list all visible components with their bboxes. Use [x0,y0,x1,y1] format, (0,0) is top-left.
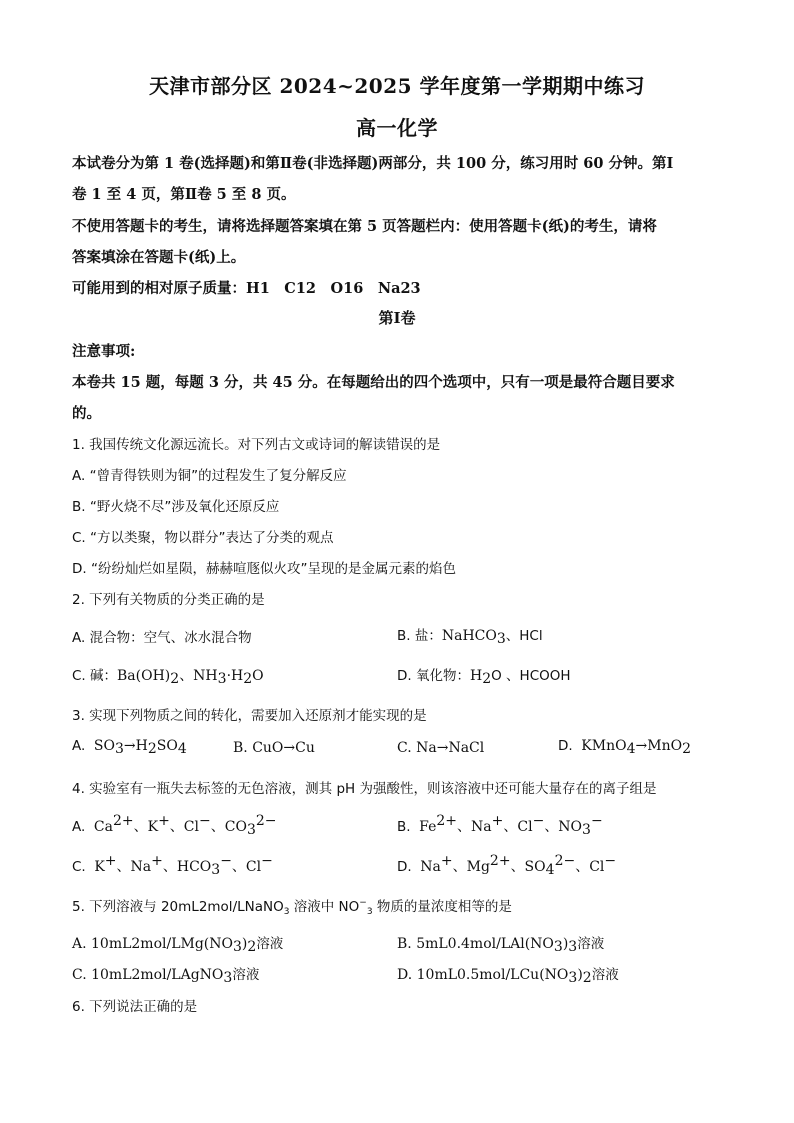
q5-b-paren: ) [562,936,569,952]
q5-stem [72,895,732,917]
q4-c-ion1: K [94,859,105,875]
q3-a-sub: 3 [114,741,124,757]
q1-stem: 1. 我国传统文化源远流长。对下列古文或诗词的解读错误的是 [72,437,441,453]
q5-stem-sub: 3 [283,907,290,917]
q4-c-ion2: 、Na [116,859,152,875]
q4-a-ion3: 、Cl [169,819,199,835]
q5-option-d [397,963,619,986]
q2-d-formula: H [469,668,483,684]
q2-c-sub3: 2 [243,671,253,687]
q5-b-sub: 3 [553,939,563,955]
notice-label: 注意事项: [72,343,136,360]
intro-line-2: 卷 1 至 4 页，第Ⅱ卷 5 至 8 页。 [72,186,296,203]
q3-d-formula: KMnO [581,738,627,754]
q5-d-sub2: 2 [582,970,592,986]
q4-b-ion4: 、NO [544,819,583,835]
q5-option-b [397,932,604,955]
q4-d-charge4: − [604,853,617,869]
q3-option-d [558,738,691,757]
q5-stem-a: 5. 下列溶液与 20mL2mol/LNaNO [72,899,284,915]
q2-option-d [397,664,571,687]
q4-option-b [397,813,603,838]
q4-d-charge1: + [440,853,453,869]
q5-stem-b: 溶液中 NO [289,899,360,915]
q2-stem: 2. 下列有关物质的分类正确的是 [72,592,265,608]
q4-option-a [72,813,277,838]
q2-d-rest: O 、HCOOH [491,668,571,684]
q3-a-formula: SO [93,738,115,754]
q4-option-d [397,853,616,878]
q2-option-c [72,664,264,687]
notice-line-2: 的。 [72,405,101,422]
q6-stem: 6. 下列说法正确的是 [72,999,198,1015]
q4-c-label: C. [72,859,86,875]
q1-option-c: C. “方以类聚，物以群分”表达了分类的观点 [72,530,334,546]
q4-d-charge2: 2+ [489,853,511,869]
q5-b-sub2: 3 [568,939,578,955]
q2-b-formula: NaHCO [441,628,497,644]
q2-option-b [397,624,543,647]
q4-a-ion2: 、K [133,819,159,835]
q4-stem: 4. 实验室有一瓶失去标签的无色溶液，测其 pH 为强酸性，则该溶液中还可能大量存在的离子组是 [72,781,657,797]
exam-subtitle: 高一化学 [356,116,438,140]
q2-c-formula: Ba(OH) [117,668,171,684]
q4-a-charge4: 2− [255,813,277,829]
q3-a-sub3: 4 [177,741,187,757]
q4-a-charge3: − [199,813,211,829]
q5-b-text: B. 5mL0.4mol/LAl(NO [397,936,554,952]
q4-d-ion2: 、Mg [452,859,490,875]
exam-title: 天津市部分区 2024~2025 学年度第一学期期中练习 [148,74,645,98]
q3-d-arrow: →MnO [635,738,683,754]
q3-a-prefix: A. [72,738,86,754]
atomic-mass-line: 可能用到的相对原子质量：H1 C12 O16 Na23 [72,280,421,297]
intro-line-3: 不使用答题卡的考生，请将选择题答案填在第 5 页答题栏内：使用答题卡(纸)的考生，请将 [72,218,657,235]
q5-c-sub: 3 [223,970,233,986]
q4-b-charge1: 2+ [436,813,458,829]
q5-stem-sub2: 3 [366,907,373,917]
q5-d-sub: 3 [568,970,578,986]
q2-b-prefix: B. 盐： [397,628,442,644]
q4-c-charge2: + [151,853,163,869]
q1-option-a: A. “曾青得铁则为铜”的过程发生了复分解反应 [72,468,347,484]
q4-c-charge3: − [220,853,232,869]
q4-b-ion3: 、Cl [503,819,533,835]
q4-d-ion1: Na [420,859,441,875]
q2-c-tail: ·H [226,668,244,684]
notice-line-1: 本卷共 15 题，每题 3 分，共 45 分。在每题给出的四个选项中，只有一项是最符合题目要求 [72,374,675,391]
q4-b-charge2: + [491,813,504,829]
q5-option-a [72,932,283,955]
q3-option-b: B. CuO→Cu [233,740,315,756]
q5-stem-charge: − [359,898,367,908]
q4-d-label: D. [397,859,412,875]
q5-d-text: D. 10mL0.5mol/LCu(NO [397,967,569,983]
q4-c-ion3: 、HCO [162,859,212,875]
q3-a-sub2: 2 [147,741,157,757]
q3-d-sub2: 2 [682,741,691,757]
q2-d-prefix: D. 氧化物： [397,668,470,684]
q4-b-ion1: Fe [419,819,437,835]
q4-a-ion1: Ca [93,819,113,835]
q2-d-sub: 2 [482,671,492,687]
q2-c-mid: 、NH [179,668,218,684]
q4-b-charge4: − [590,813,603,829]
q4-a-charge1: 2+ [112,813,134,829]
section-title: 第Ⅰ卷 [378,309,416,327]
q3-d-sub: 4 [626,741,636,757]
q4-b-sub4: 3 [582,822,591,838]
q4-c-charge4: − [261,853,273,869]
q4-d-charge3: 2− [554,853,576,869]
q4-b-charge3: − [532,813,545,829]
q4-a-charge2: + [158,813,170,829]
q4-d-ion3: 、SO [510,859,546,875]
q2-c-prefix: C. 碱： [72,668,118,684]
q5-a-paren: ) [241,936,248,952]
q4-a-ion4: 、CO [210,819,247,835]
q3-option-c: C. Na→NaCl [397,740,485,756]
q3-stem: 3. 实现下列物质之间的转化，需要加入还原剂才能实现的是 [72,708,427,724]
q5-a-text: A. 10mL2mol/LMg(NO [72,936,233,952]
q4-option-c [72,853,273,878]
q5-c-tail: 溶液 [232,967,260,983]
q4-d-sub3: 4 [545,862,555,878]
q2-b-sub: 3 [496,631,506,647]
q4-b-label: B. [397,819,411,835]
q5-c-text: C. 10mL2mol/LAgNO [72,967,224,983]
q5-option-c [72,963,259,986]
q5-b-tail: 溶液 [577,936,605,952]
q2-option-a: A. 混合物：空气、冰水混合物 [72,630,252,646]
q4-d-ion4: 、Cl [575,859,605,875]
q5-d-tail: 溶液 [591,967,619,983]
q1-option-d: D. “纷纷灿烂如星陨，赫赫喧豗似火攻”呈现的是金属元素的焰色 [72,561,456,577]
q2-b-rest: 、HCl [505,628,543,644]
q4-c-sub3: 3 [211,862,221,878]
q4-a-label: A. [72,819,86,835]
intro-line-1: 本试卷分为第 1 卷(选择题)和第Ⅱ卷(非选择题)两部分，共 100 分，练习用时 60 分钟。第Ⅰ [72,155,674,172]
q5-a-sub: 3 [233,939,242,955]
q1-option-b: B. “野火烧不尽”涉及氧化还原反应 [72,499,280,515]
q3-d-prefix: D. [558,738,573,754]
q3-a-arrow: →H [123,738,148,754]
q5-stem-c: 物质的量浓度相等的是 [372,899,512,915]
q4-b-ion2: 、Na [457,819,492,835]
q4-c-charge1: + [104,853,117,869]
q3-option-a [72,738,187,757]
q2-c-sub2: 3 [217,671,227,687]
intro-line-4: 答案填涂在答题卡(纸)上。 [72,249,246,266]
q3-a-end: SO [156,738,178,754]
q4-c-ion4: 、Cl [231,859,262,875]
q5-a-tail: 溶液 [256,936,284,952]
q5-d-paren: ) [577,967,583,983]
q2-c-sub: 2 [170,671,180,687]
q4-a-sub4: 3 [246,822,256,838]
q2-c-end: O [252,668,264,684]
q5-a-sub2: 2 [247,939,257,955]
